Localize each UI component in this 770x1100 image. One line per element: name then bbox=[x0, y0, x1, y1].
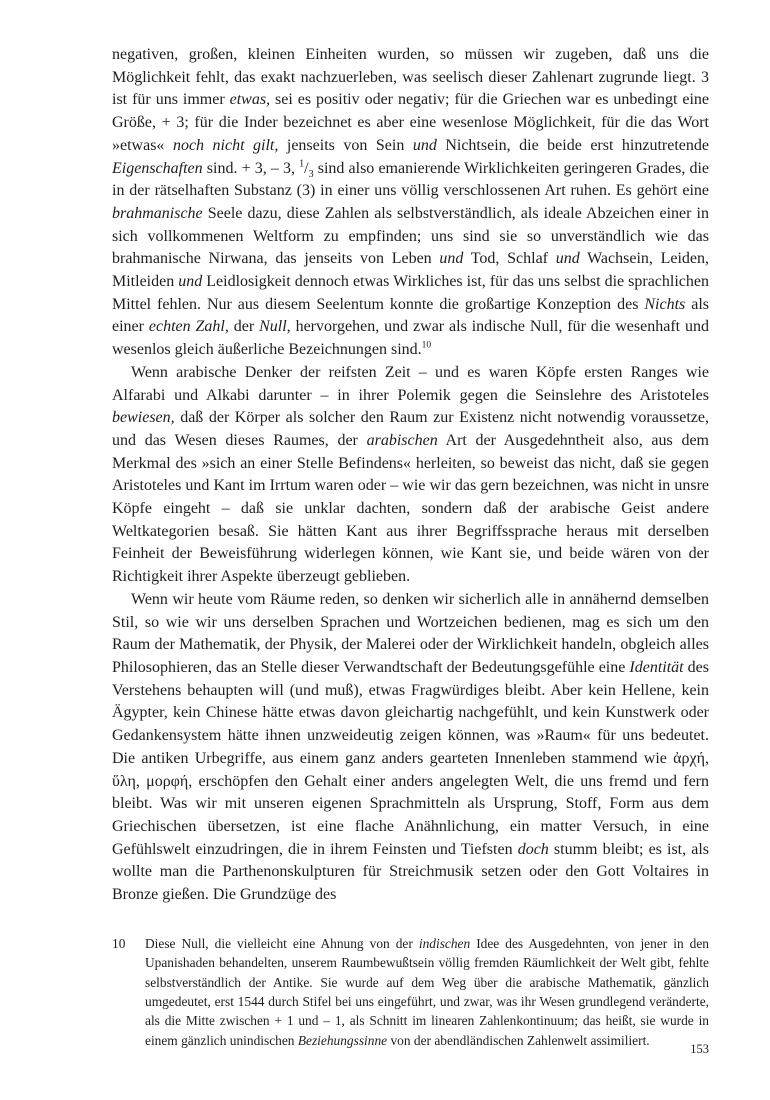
italic-text: bewiesen, bbox=[112, 409, 175, 427]
italic-text: Null, bbox=[259, 318, 291, 336]
italic-text: und bbox=[555, 250, 580, 268]
text-run: von der abendländischen Zahlenwelt assimiliert. bbox=[387, 1032, 650, 1048]
text-run: Wenn wir heute vom Räume reden, so denken wir sicherlich alle in annähernd demselben Stil, so wie wir uns derselben Sprachen und Wortzeichen bedienen, mag es sich um den Raum der Mathematik, der Physik, der Malerei oder der Wirklichkeit handeln, obgleich alles Philosophieren, das an Stelle dieser Verwandtschaft der Bedeutungsgefühle eine bbox=[112, 590, 709, 676]
italic-text: und bbox=[412, 136, 437, 154]
footnote-reference: 10 bbox=[421, 340, 432, 351]
paragraph bbox=[112, 362, 709, 589]
footnote bbox=[112, 934, 709, 1050]
text-run: Leidlosigkeit dennoch etwas Wirkliches ist, für das uns selbst die sprachlichen Mittel fehlen. Nur aus diesem Seelentum konnte die großartige Konzeption des bbox=[112, 273, 709, 313]
text-run: Tod, Schlaf bbox=[463, 250, 556, 268]
paragraph bbox=[112, 589, 709, 907]
text-run: jenseits von Sein bbox=[278, 136, 413, 154]
text-run: Wachsein, Leiden, Mitleiden bbox=[112, 250, 709, 291]
fraction-numerator: 1 bbox=[299, 158, 305, 170]
italic-text: und bbox=[439, 250, 464, 268]
italic-text: noch nicht gilt, bbox=[172, 136, 279, 154]
footnote-number: 10 bbox=[112, 935, 126, 951]
italic-text: indischen bbox=[418, 935, 471, 951]
text-run: Idee des Ausgedehnten, von jener in den Upanishaden behandelten, unserem Raumbewußtsein völlig fremden Räumlichkeit der Welt gibt, fehlte selbstverständlich der Antike. Sie wurde auf dem Weg über die arabische Mathematik, gänzlich umgedeutet, erst 1544 durch Stifel bei uns eingeführt, und zwar, was ihr Wesen grundlegend veränderte, als die Mitte zwischen + 1 und – 1, als Schnitt im linearen Zahlenkontinuum; das heißt, sie wurde in einem gänzlich unindischen bbox=[145, 935, 710, 1048]
fraction-slash: / bbox=[304, 159, 309, 177]
text-run: hervorgehen, und zwar als indische Null, für die wesenhaft und wesenlos gleich äußerliche Bezeichnungen sind. bbox=[112, 318, 710, 359]
italic-text: brahmanische bbox=[112, 204, 203, 222]
italic-text: Beziehungssinne bbox=[297, 1032, 388, 1048]
text-run: als einer bbox=[112, 295, 709, 336]
footnotes bbox=[112, 934, 709, 1050]
text-run: stumm bleibt; es ist, als wollte man die Parthenonskulpturen für Streichmusik setzen oder den Gott Voltaires in Bronze gießen. Die Grundzüge des bbox=[112, 840, 709, 904]
page-number: 153 bbox=[690, 1042, 709, 1056]
text-run: sei es positiv oder negativ; für die Griechen war es unbedingt eine Größe, + 3; für die Inder bezeichnet es aber eine wesenlose Möglichkeit, für die das Wort »etwas« bbox=[112, 91, 710, 154]
italic-text: und bbox=[178, 273, 203, 291]
fraction bbox=[299, 158, 314, 180]
text-run: sind. + 3, – 3, bbox=[202, 159, 300, 177]
italic-text: doch bbox=[517, 840, 549, 858]
text-run: Wenn arabische Denker der reifsten Zeit – und es waren Köpfe ersten Ranges wie Alfarabi und Alkabi darunter – in ihrer Polemik gegen die Seinslehre des Aristoteles bbox=[112, 363, 709, 404]
italic-text: Eigenschaften bbox=[112, 159, 203, 177]
text-run: Seele dazu, diese Zahlen als selbstverständlich, als ideale Abzeichen einer in sich vollkommenen Weltform zu empfinden; uns sind sie so unverständlich wie das brahmanische Nirwana, das jenseits von Leben bbox=[112, 204, 709, 268]
text-run: der bbox=[228, 318, 260, 336]
italic-text: echten Zahl, bbox=[148, 318, 229, 336]
text-run: negativen, großen, kleinen Einheiten wurden, so müssen wir zugeben, daß uns die Möglichkeit fehlt, das exakt nachzuerleben, was seelisch dieser Zahlenart zugrunde liegt. 3 ist für uns immer bbox=[112, 46, 709, 109]
italic-text: Nichts bbox=[644, 295, 686, 313]
footnote-text bbox=[145, 934, 709, 1050]
text-run: Diese Null, die vielleicht eine Ahnung von der bbox=[145, 935, 419, 951]
italic-text: etwas, bbox=[229, 91, 271, 109]
italic-text: arabischen bbox=[366, 431, 438, 449]
page bbox=[112, 44, 709, 1050]
text-run: sind also emanierende Wirklichkeiten geringeren Grades, die in der rätselhaften Substanz (3) in einer uns völlig verschlossenen Art ruhen. Es gehört eine bbox=[112, 159, 709, 200]
fraction-denominator: 3 bbox=[308, 168, 314, 180]
text-run: Nichtsein, die beide erst hinzutretende bbox=[436, 136, 709, 154]
body-text bbox=[112, 44, 709, 907]
paragraph bbox=[112, 44, 709, 362]
text-run: daß der Körper als solcher den Raum zur Existenz nicht notwendig voraussetze, und das Wesen dieses Raumes, der bbox=[112, 409, 709, 449]
text-run: des Verstehens behaupten will (und muß), etwas Fragwürdiges bleibt. Aber kein Hellene, kein Ägypter, kein Chinese hätte etwas davon gleichartig nachgefühlt, und kein Kunstwerk oder Gedankensystem hätte ihnen unzweideutig zeigen können, was »Raum« für uns bedeutet. Die antiken Urbegriffe, aus einem ganz anders gearteten Innenleben stammend wie ἀρχή, ὕλη, μορφή, erschöpfen den Gehalt einer anders angelegten Welt, die uns fremd und fern bleibt. Was wir mit unseren eigenen Sprachmitteln als Ursprung, Stoff, Form aus dem Griechischen übersetzen, ist eine flache Anähnlichung, ein matter Versuch, in eine Gefühlswelt einzudringen, die in ihrem Feinsten und Tiefsten bbox=[112, 658, 710, 858]
text-run: Art der Ausgedehntheit also, aus dem Merkmal des »sich an einer Stelle Befindens« herleiten, so beweist das nicht, daß sie gegen Aristoteles und Kant im Irrtum waren oder – wie wir das gern bezeichnen, was nicht in unsre Köpfe eingeht – daß sie unklar dachten, sondern daß der arabische Geist andere Weltkategorien besaß. Sie hätten Kant aus ihrer Begriffssprache heraus mit derselben Feinheit der Beweisführung widerlegen können, wie Kant sie, und beide wären von der Richtigkeit ihrer Aspekte überzeugt geblieben. bbox=[112, 431, 709, 586]
italic-text: Identität bbox=[629, 658, 684, 676]
